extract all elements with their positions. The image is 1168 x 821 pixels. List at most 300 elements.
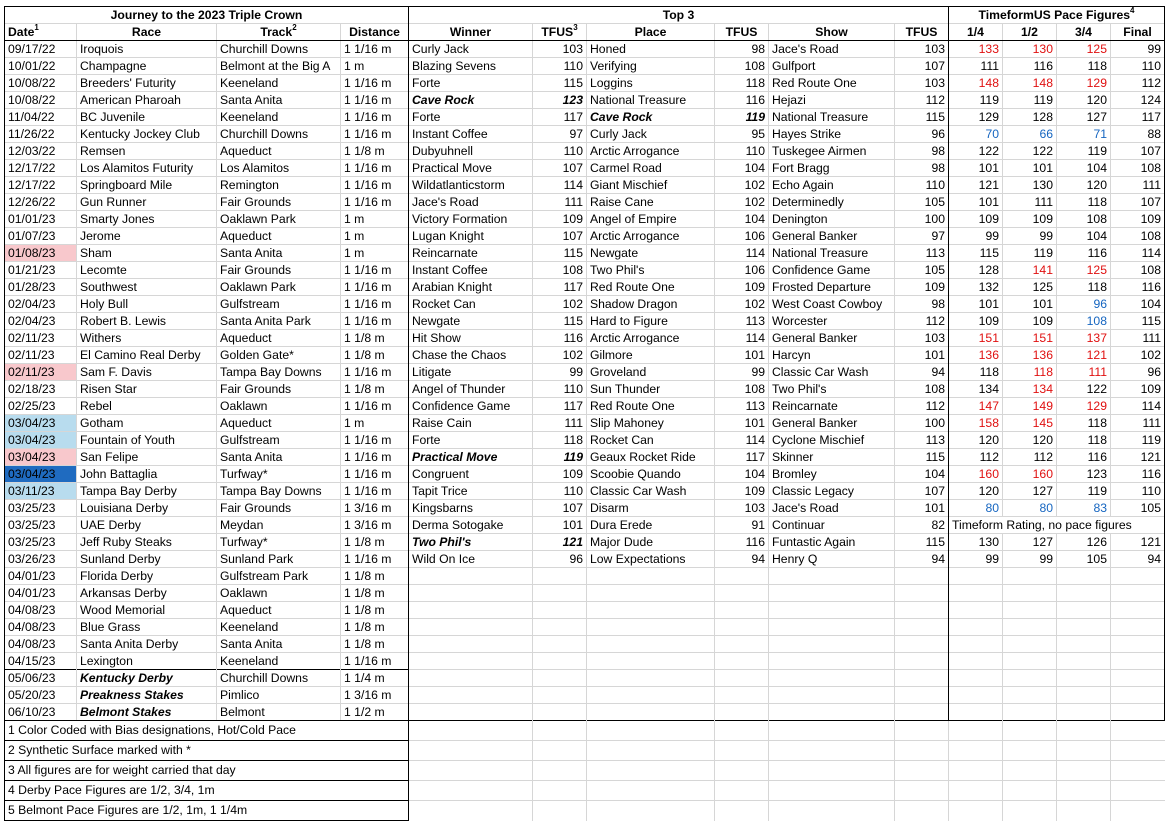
pace-three-quarter-cell: 111	[1057, 364, 1111, 381]
winner-tfus-cell: 102	[533, 347, 587, 364]
pace-half-cell: 127	[1003, 483, 1057, 500]
pace-final-cell: 88	[1111, 126, 1165, 143]
pace-half-cell	[1003, 687, 1057, 704]
pace-three-quarter-cell: 137	[1057, 330, 1111, 347]
pace-final-cell: 94	[1111, 551, 1165, 568]
show-cell: Henry Q	[769, 551, 895, 568]
pace-three-quarter-cell: 120	[1057, 92, 1111, 109]
winner-cell	[409, 704, 533, 721]
pace-final-cell: 104	[1111, 296, 1165, 313]
distance-cell: 1 1/16 m	[341, 126, 409, 143]
winner-cell: Wild On Ice	[409, 551, 533, 568]
date-cell: 01/01/23	[5, 211, 77, 228]
distance-cell: 1 1/16 m	[341, 313, 409, 330]
pace-quarter-cell: 118	[949, 364, 1003, 381]
pace-final-cell: 110	[1111, 483, 1165, 500]
pace-quarter-cell	[949, 602, 1003, 619]
winner-cell: Rocket Can	[409, 296, 533, 313]
winner-tfus-cell: 121	[533, 534, 587, 551]
pace-three-quarter-cell: 129	[1057, 75, 1111, 92]
pace-half-cell: 130	[1003, 177, 1057, 194]
table-row	[5, 177, 1165, 194]
place-cell: Raise Cane	[587, 194, 715, 211]
pace-quarter-cell: 158	[949, 415, 1003, 432]
winner-cell: Newgate	[409, 313, 533, 330]
place-cell	[587, 704, 715, 721]
distance-cell: 1 1/16 m	[341, 194, 409, 211]
winner-cell: Hit Show	[409, 330, 533, 347]
place-tfus-cell: 118	[715, 75, 769, 92]
pace-quarter-cell: 136	[949, 347, 1003, 364]
distance-cell: 1 1/16 m	[341, 483, 409, 500]
pace-quarter-cell: 132	[949, 279, 1003, 296]
column-header: 3/4	[1057, 24, 1111, 41]
winner-cell	[409, 653, 533, 670]
pace-three-quarter-cell: 71	[1057, 126, 1111, 143]
place-cell	[587, 670, 715, 687]
race-cell: BC Juvenile	[77, 109, 217, 126]
distance-cell: 1 m	[341, 228, 409, 245]
race-cell: Withers	[77, 330, 217, 347]
pace-three-quarter-cell	[1057, 619, 1111, 636]
column-header: TFUS	[895, 24, 949, 41]
distance-cell: 1 1/8 m	[341, 585, 409, 602]
place-cell: Sun Thunder	[587, 381, 715, 398]
pace-quarter-cell: 109	[949, 211, 1003, 228]
empty-cell	[1003, 781, 1057, 801]
pace-final-cell: 114	[1111, 398, 1165, 415]
show-cell: Skinner	[769, 449, 895, 466]
table-row	[5, 602, 1165, 619]
show-tfus-cell: 113	[895, 432, 949, 449]
race-cell: Jerome	[77, 228, 217, 245]
pace-three-quarter-cell	[1057, 704, 1111, 721]
distance-cell: 1 1/16 m	[341, 653, 409, 670]
track-cell: Keeneland	[217, 653, 341, 670]
winner-tfus-cell: 96	[533, 551, 587, 568]
place-tfus-cell: 108	[715, 58, 769, 75]
pace-final-cell	[1111, 670, 1165, 687]
pace-three-quarter-cell: 116	[1057, 245, 1111, 262]
pace-half-cell	[1003, 636, 1057, 653]
show-tfus-cell	[895, 602, 949, 619]
column-header: TFUS	[715, 24, 769, 41]
winner-tfus-cell: 107	[533, 500, 587, 517]
pace-three-quarter-cell: 116	[1057, 449, 1111, 466]
column-header: 1/4	[949, 24, 1003, 41]
date-cell: 03/04/23	[5, 466, 77, 483]
pace-half-cell: 119	[1003, 245, 1057, 262]
column-header: Show	[769, 24, 895, 41]
show-cell: Echo Again	[769, 177, 895, 194]
show-cell: Reincarnate	[769, 398, 895, 415]
pace-three-quarter-cell: 118	[1057, 415, 1111, 432]
pace-quarter-cell: 129	[949, 109, 1003, 126]
table-row	[5, 313, 1165, 330]
pace-half-cell: 125	[1003, 279, 1057, 296]
race-cell: John Battaglia	[77, 466, 217, 483]
track-cell: Fair Grounds	[217, 194, 341, 211]
winner-tfus-cell: 110	[533, 58, 587, 75]
show-tfus-cell: 82	[895, 517, 949, 534]
footnote-row	[5, 721, 1165, 741]
race-cell: Jeff Ruby Steaks	[77, 534, 217, 551]
empty-cell	[769, 781, 895, 801]
place-tfus-cell: 102	[715, 194, 769, 211]
place-cell: Scoobie Quando	[587, 466, 715, 483]
footnote-row	[5, 781, 1165, 801]
winner-tfus-cell: 107	[533, 160, 587, 177]
race-cell: Kentucky Jockey Club	[77, 126, 217, 143]
winner-tfus-cell: 103	[533, 41, 587, 58]
footnote-row	[5, 801, 1165, 821]
empty-cell	[587, 761, 715, 781]
empty-cell	[769, 721, 895, 741]
table-row	[5, 636, 1165, 653]
pace-three-quarter-cell: 104	[1057, 228, 1111, 245]
place-tfus-cell: 114	[715, 432, 769, 449]
winner-tfus-cell: 117	[533, 398, 587, 415]
pace-three-quarter-cell: 123	[1057, 466, 1111, 483]
winner-cell: Confidence Game	[409, 398, 533, 415]
place-tfus-cell: 108	[715, 381, 769, 398]
distance-cell: 1 3/16 m	[341, 517, 409, 534]
distance-cell: 1 3/16 m	[341, 687, 409, 704]
date-cell: 12/26/22	[5, 194, 77, 211]
empty-cell	[949, 761, 1003, 781]
show-cell: Worcester	[769, 313, 895, 330]
show-tfus-cell: 115	[895, 449, 949, 466]
winner-cell: Dubyuhnell	[409, 143, 533, 160]
empty-cell	[715, 741, 769, 761]
place-tfus-cell: 104	[715, 211, 769, 228]
track-cell: Aqueduct	[217, 228, 341, 245]
place-tfus-cell: 106	[715, 228, 769, 245]
winner-cell: Derma Sotogake	[409, 517, 533, 534]
table-row	[5, 296, 1165, 313]
show-tfus-cell: 112	[895, 92, 949, 109]
winner-cell: Tapit Trice	[409, 483, 533, 500]
pace-final-cell: 105	[1111, 500, 1165, 517]
pace-final-cell: 108	[1111, 228, 1165, 245]
date-cell: 12/17/22	[5, 177, 77, 194]
track-cell: Belmont	[217, 704, 341, 721]
winner-tfus-cell	[533, 602, 587, 619]
place-cell	[587, 602, 715, 619]
place-tfus-cell	[715, 602, 769, 619]
show-cell: Hejazi	[769, 92, 895, 109]
place-tfus-cell: 116	[715, 92, 769, 109]
empty-cell	[533, 741, 587, 761]
winner-tfus-cell: 123	[533, 92, 587, 109]
pace-final-cell: 119	[1111, 432, 1165, 449]
table-row	[5, 160, 1165, 177]
winner-tfus-cell	[533, 653, 587, 670]
show-cell: General Banker	[769, 330, 895, 347]
table-row	[5, 347, 1165, 364]
place-tfus-cell: 109	[715, 483, 769, 500]
show-tfus-cell: 112	[895, 398, 949, 415]
pace-half-cell: 122	[1003, 143, 1057, 160]
race-cell: Gotham	[77, 415, 217, 432]
pace-three-quarter-cell: 83	[1057, 500, 1111, 517]
distance-cell: 1 1/16 m	[341, 109, 409, 126]
empty-cell	[409, 721, 533, 741]
table-row	[5, 262, 1165, 279]
distance-cell: 1 m	[341, 58, 409, 75]
winner-tfus-cell	[533, 585, 587, 602]
place-cell: Dura Erede	[587, 517, 715, 534]
place-cell	[587, 636, 715, 653]
race-cell: Florida Derby	[77, 568, 217, 585]
pace-three-quarter-cell	[1057, 636, 1111, 653]
pace-final-cell: 121	[1111, 449, 1165, 466]
pace-final-cell	[1111, 602, 1165, 619]
place-cell: Groveland	[587, 364, 715, 381]
place-cell: Verifying	[587, 58, 715, 75]
winner-tfus-cell	[533, 687, 587, 704]
pace-quarter-cell: 70	[949, 126, 1003, 143]
date-cell: 12/03/22	[5, 143, 77, 160]
pace-half-cell: 130	[1003, 41, 1057, 58]
race-cell: Robert B. Lewis	[77, 313, 217, 330]
pace-quarter-cell: 134	[949, 381, 1003, 398]
empty-cell	[949, 721, 1003, 741]
distance-cell: 1 1/8 m	[341, 568, 409, 585]
race-cell: Risen Star	[77, 381, 217, 398]
place-cell: Major Dude	[587, 534, 715, 551]
pace-half-cell: 145	[1003, 415, 1057, 432]
empty-cell	[769, 741, 895, 761]
pace-three-quarter-cell: 121	[1057, 347, 1111, 364]
pace-quarter-cell	[949, 636, 1003, 653]
pace-half-cell: 116	[1003, 58, 1057, 75]
table-row	[5, 534, 1165, 551]
winner-tfus-cell: 116	[533, 330, 587, 347]
place-cell: National Treasure	[587, 92, 715, 109]
empty-cell	[409, 761, 533, 781]
place-tfus-cell: 109	[715, 279, 769, 296]
place-cell: Red Route One	[587, 279, 715, 296]
winner-tfus-cell: 118	[533, 432, 587, 449]
date-cell: 05/20/23	[5, 687, 77, 704]
pace-half-cell: 109	[1003, 313, 1057, 330]
pace-three-quarter-cell	[1057, 568, 1111, 585]
empty-cell	[715, 781, 769, 801]
track-cell: Churchill Downs	[217, 670, 341, 687]
place-tfus-cell	[715, 568, 769, 585]
pace-three-quarter-cell: 119	[1057, 483, 1111, 500]
distance-cell: 1 1/8 m	[341, 143, 409, 160]
column-header: Track$^2$	[217, 24, 341, 41]
empty-cell	[409, 801, 533, 821]
distance-cell: 1 1/16 m	[341, 551, 409, 568]
pace-final-cell: 111	[1111, 177, 1165, 194]
table-row	[5, 75, 1165, 92]
race-cell: Gun Runner	[77, 194, 217, 211]
race-cell: Fountain of Youth	[77, 432, 217, 449]
pace-half-cell: 111	[1003, 194, 1057, 211]
empty-cell	[533, 721, 587, 741]
winner-cell: Chase the Chaos	[409, 347, 533, 364]
race-cell: Kentucky Derby	[77, 670, 217, 687]
show-cell: General Banker	[769, 228, 895, 245]
race-cell: Blue Grass	[77, 619, 217, 636]
winner-tfus-cell: 115	[533, 313, 587, 330]
show-tfus-cell: 108	[895, 381, 949, 398]
table-row	[5, 670, 1165, 687]
table-row	[5, 245, 1165, 262]
race-cell: Iroquois	[77, 41, 217, 58]
table-row	[5, 126, 1165, 143]
pace-final-cell: 115	[1111, 313, 1165, 330]
show-tfus-cell: 107	[895, 58, 949, 75]
place-cell	[587, 653, 715, 670]
distance-cell: 1 1/8 m	[341, 534, 409, 551]
empty-cell	[533, 801, 587, 821]
show-cell	[769, 602, 895, 619]
track-cell: Turfway*	[217, 466, 341, 483]
winner-tfus-cell: 109	[533, 466, 587, 483]
pace-half-cell: 120	[1003, 432, 1057, 449]
empty-cell	[587, 721, 715, 741]
place-cell	[587, 619, 715, 636]
pace-quarter-cell	[949, 653, 1003, 670]
show-cell	[769, 585, 895, 602]
place-cell: Low Expectations	[587, 551, 715, 568]
race-cell: Louisiana Derby	[77, 500, 217, 517]
winner-cell	[409, 602, 533, 619]
column-header: Place	[587, 24, 715, 41]
race-cell: Sam F. Davis	[77, 364, 217, 381]
pace-half-cell	[1003, 585, 1057, 602]
winner-tfus-cell: 117	[533, 109, 587, 126]
winner-cell: Forte	[409, 109, 533, 126]
winner-cell: Victory Formation	[409, 211, 533, 228]
winner-tfus-cell: 101	[533, 517, 587, 534]
pace-quarter-cell	[949, 585, 1003, 602]
table-row	[5, 517, 1165, 534]
distance-cell: 1 1/8 m	[341, 636, 409, 653]
track-cell: Oaklawn	[217, 398, 341, 415]
track-cell: Meydan	[217, 517, 341, 534]
race-cell: Smarty Jones	[77, 211, 217, 228]
winner-tfus-cell: 108	[533, 262, 587, 279]
place-cell: Two Phil's	[587, 262, 715, 279]
pace-quarter-cell	[949, 670, 1003, 687]
winner-cell: Forte	[409, 75, 533, 92]
date-cell: 04/15/23	[5, 653, 77, 670]
show-cell: Red Route One	[769, 75, 895, 92]
pace-quarter-cell: 101	[949, 160, 1003, 177]
show-tfus-cell	[895, 704, 949, 721]
place-tfus-cell: 104	[715, 466, 769, 483]
show-tfus-cell	[895, 653, 949, 670]
winner-cell: Kingsbarns	[409, 500, 533, 517]
pace-half-cell: 136	[1003, 347, 1057, 364]
place-cell: Honed	[587, 41, 715, 58]
winner-tfus-cell: 99	[533, 364, 587, 381]
winner-tfus-cell	[533, 619, 587, 636]
pace-quarter-cell: 112	[949, 449, 1003, 466]
pace-three-quarter-cell: 118	[1057, 58, 1111, 75]
pace-final-cell: 110	[1111, 58, 1165, 75]
place-cell: Geaux Rocket Ride	[587, 449, 715, 466]
show-tfus-cell	[895, 687, 949, 704]
footnote: 5 Belmont Pace Figures are 1/2, 1m, 1 1/4m	[5, 801, 409, 821]
date-cell: 10/08/22	[5, 75, 77, 92]
winner-cell: Instant Coffee	[409, 262, 533, 279]
pace-quarter-cell: 115	[949, 245, 1003, 262]
track-cell: Pimlico	[217, 687, 341, 704]
winner-cell	[409, 636, 533, 653]
show-tfus-cell: 98	[895, 160, 949, 177]
pace-final-cell: 116	[1111, 279, 1165, 296]
pace-quarter-cell: 119	[949, 92, 1003, 109]
date-cell: 01/28/23	[5, 279, 77, 296]
show-cell: Determinedly	[769, 194, 895, 211]
track-cell: Santa Anita	[217, 92, 341, 109]
winner-cell: Lugan Knight	[409, 228, 533, 245]
race-cell: Sham	[77, 245, 217, 262]
track-cell: Fair Grounds	[217, 381, 341, 398]
footnote: 1 Color Coded with Bias designations, Hot/Cold Pace	[5, 721, 409, 741]
race-cell: Champagne	[77, 58, 217, 75]
pace-final-cell: 109	[1111, 381, 1165, 398]
track-cell: Gulfstream	[217, 432, 341, 449]
pace-three-quarter-cell	[1057, 670, 1111, 687]
race-cell: Rebel	[77, 398, 217, 415]
distance-cell: 1 1/16 m	[341, 75, 409, 92]
distance-cell: 1 1/2 m	[341, 704, 409, 721]
table-row	[5, 92, 1165, 109]
winner-cell: Wildatlanticstorm	[409, 177, 533, 194]
winner-tfus-cell: 111	[533, 194, 587, 211]
date-cell: 02/04/23	[5, 313, 77, 330]
place-cell: Carmel Road	[587, 160, 715, 177]
pace-half-cell: 134	[1003, 381, 1057, 398]
date-cell: 02/11/23	[5, 347, 77, 364]
pace-quarter-cell	[949, 687, 1003, 704]
date-cell: 10/01/22	[5, 58, 77, 75]
column-header: Date$^1$	[5, 24, 77, 41]
place-tfus-cell	[715, 704, 769, 721]
pace-quarter-cell: 147	[949, 398, 1003, 415]
winner-cell: Forte	[409, 432, 533, 449]
distance-cell: 1 1/16 m	[341, 449, 409, 466]
pace-final-cell	[1111, 636, 1165, 653]
track-cell: Golden Gate*	[217, 347, 341, 364]
show-cell: National Treasure	[769, 245, 895, 262]
pace-final-cell: 116	[1111, 466, 1165, 483]
winner-tfus-cell	[533, 670, 587, 687]
pace-quarter-cell: 130	[949, 534, 1003, 551]
pace-quarter-cell: 101	[949, 194, 1003, 211]
pace-final-cell: 107	[1111, 143, 1165, 160]
show-cell: Harcyn	[769, 347, 895, 364]
place-cell: Arctic Arrogance	[587, 228, 715, 245]
show-cell	[769, 670, 895, 687]
empty-cell	[769, 761, 895, 781]
show-cell: West Coast Cowboy	[769, 296, 895, 313]
winner-cell	[409, 568, 533, 585]
pace-three-quarter-cell	[1057, 585, 1111, 602]
place-tfus-cell: 94	[715, 551, 769, 568]
place-cell: Arctic Arrogance	[587, 330, 715, 347]
show-tfus-cell: 105	[895, 194, 949, 211]
pace-final-cell	[1111, 568, 1165, 585]
pace-three-quarter-cell: 118	[1057, 432, 1111, 449]
